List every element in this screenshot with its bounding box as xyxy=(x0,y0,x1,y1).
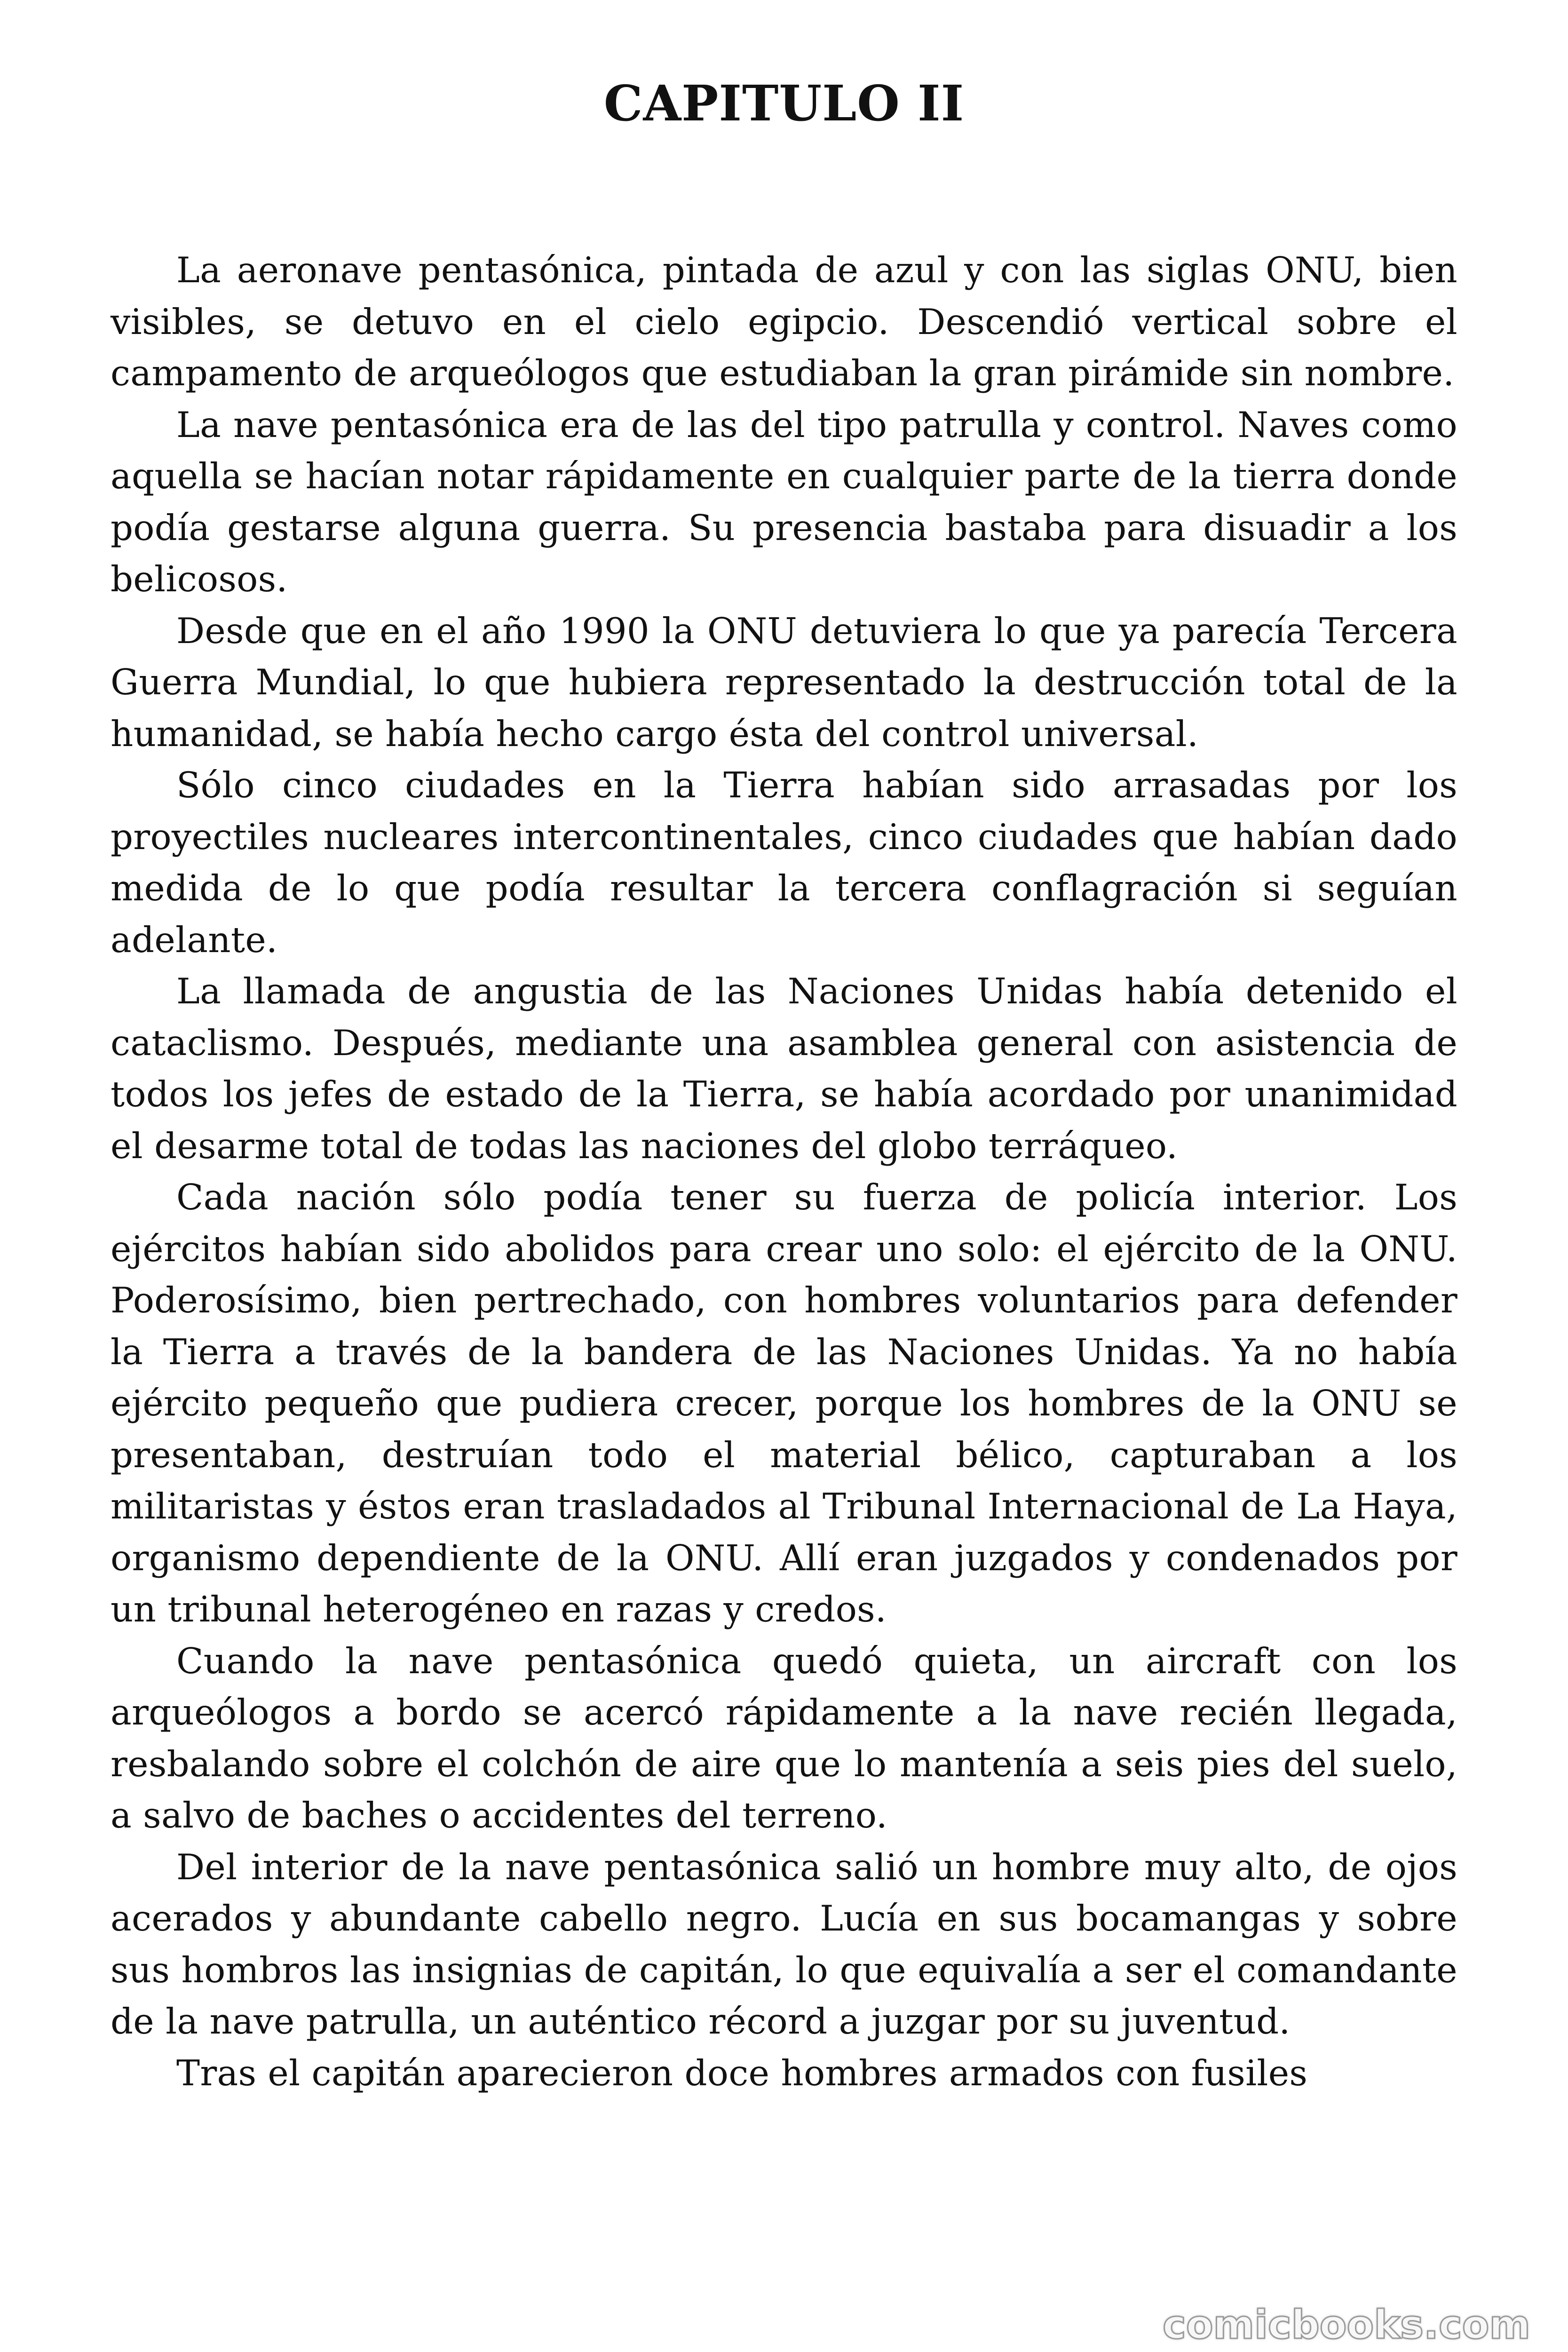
watermark: comicbooks.com xyxy=(1158,2301,1535,2348)
chapter-title: CAPITULO II xyxy=(603,74,965,132)
paragraph: La llamada de angustia de las Naciones Unidas había detenido el cataclismo. Después, mediante una asamblea general con asistencia de todos los jefes de estado de la Tierra, se había acordado por unanimidad el desarme total de todas las naciones del globo terráqueo. xyxy=(111,970,1457,1167)
paragraph: La nave pentasónica era de las del tipo patrulla y control. Naves como aquella se hacían notar rápidamente en cualquier parte de la tierra donde podía gestarse alguna guerra. Su presencia bastaba para disuadir a los belicosos. xyxy=(111,404,1457,600)
paragraph: Sólo cinco ciudades en la Tierra habían sido arrasadas por los proyectiles nucleares intercontinentales, cinco ciudades que habían dado medida de lo que podía resultar la tercera conflagración si seguían adelante. xyxy=(111,764,1457,961)
body-text xyxy=(111,245,1457,2099)
paragraph: Cada nación sólo podía tener su fuerza de policía interior. Los ejércitos habían sido abolidos para crear uno solo: el ejército de la ONU. Poderosísimo, bien pertrechado, con hombres voluntarios para defender la Tierra a través de la bandera de las Naciones Unidas. Ya no había ejército pequeño que pudiera crecer, porque los hombres de la ONU se presentaban, destruían todo el material bélico, capturaban a los militaristas y éstos eran trasladados al Tribunal Internacional de La Haya, organismo dependiente de la ONU. Allí eran juzgados y condenados por un tribunal heterogéneo en razas y credos. xyxy=(111,1176,1457,1630)
paragraph: Desde que en el año 1990 la ONU detuviera lo que ya parecía Tercera Guerra Mundial, lo que hubiera representado la destrucción total de la humanidad, se había hecho cargo ésta del control universal. xyxy=(111,610,1457,755)
paragraph: Cuando la nave pentasónica quedó quieta, un aircraft con los arqueólogos a bordo se acercó rápidamente a la nave recién llegada, resbalando sobre el colchón de aire que lo mantenía a seis pies del suelo, a salvo de baches o accidentes del terreno. xyxy=(111,1640,1457,1836)
paragraph: Tras el capitán aparecieron doce hombres armados con fusiles xyxy=(176,2052,1308,2094)
paragraph: La aeronave pentasónica, pintada de azul y con las siglas ONU, bien visibles, se detuvo en el cielo egipcio. Descendió vertical sobre el campamento de arqueólogos que estudiaban la gran pirámide sin nombre. xyxy=(111,249,1457,394)
paragraph: Del interior de la nave pentasónica salió un hombre muy alto, de ojos acerados y abundante cabello negro. Lucía en sus bocamangas y sobre sus hombros las insignias de capitán, lo que equivalía a ser el comandante de la nave patrulla, un auténtico récord a juzgar por su juventud. xyxy=(111,1846,1457,2042)
